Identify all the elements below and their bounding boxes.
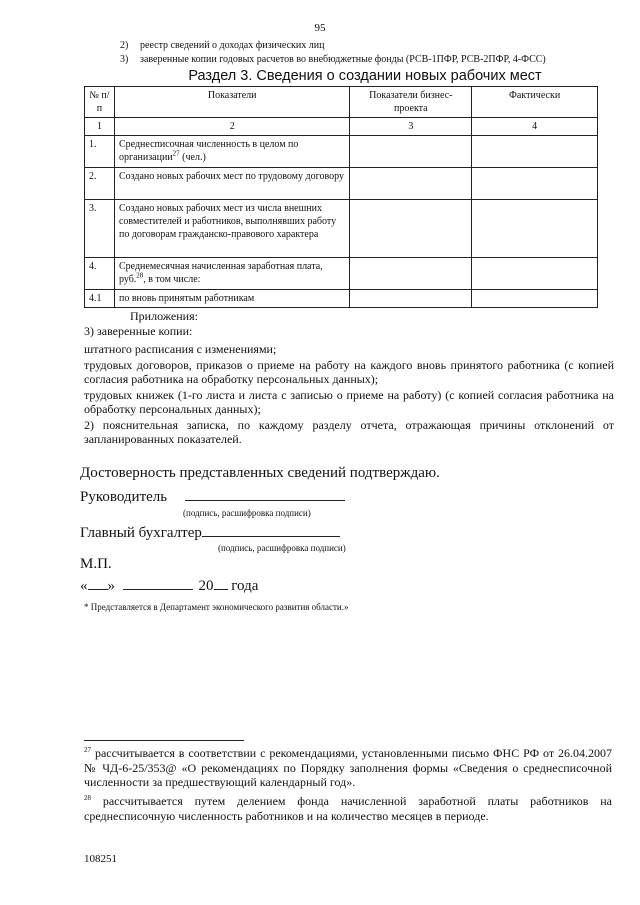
table-header-row [85, 87, 598, 118]
stamp-place: М.П. [80, 556, 112, 572]
top-list-item: 3) заверенные копии годовых расчетов во внебюджетные фонды (РСВ-1ПФР, РСВ-2ПФР, 4-ФСС) [120, 54, 546, 65]
attachment-item: штатного расписания с изменениями; [84, 342, 277, 356]
column-number-row: 1 2 3 4 [85, 118, 598, 136]
attachment-item: 3) заверенные копии: [84, 324, 193, 338]
accountant-signature: Главный бухгалтер [80, 522, 340, 542]
top-list-item: 2) реестр сведений о доходах физических лиц [120, 40, 325, 51]
delivery-note: * Представляется в Департамент экономического развития области.» [84, 602, 349, 612]
header-fact: Фактически [472, 87, 598, 118]
table-row: 4.1 по вновь принятым работникам [85, 290, 598, 308]
attachments-title: Приложения: [130, 309, 198, 323]
footnote-28: $^{28}$ рассчитывается путем делением фонда начисленной заработной платы работников на среднесписочную численность работников и на количество месяцев в периоде. [84, 794, 612, 823]
attachment-item: трудовых договоров, приказов о приеме на работу на каждого вновь принятого работника (с копией согласия работника на обработку персональных данных); [84, 358, 614, 387]
date-line: « » 20 года [80, 578, 259, 594]
header-plan: Показатели бизнес-проекта [350, 87, 472, 118]
footnote-divider [84, 740, 244, 741]
document-code: 108251 [84, 853, 117, 865]
jobs-table [84, 86, 598, 308]
footnote-27: $^{27}$ рассчитывается в соответствии с рекомендациями, установленными письмо ФНС РФ от 26.04.2007 № ЧД-6-25/353@ «О рекомендациях по Порядку заполнения формы «Сведения о среднесписочной численности за предшествующий календарный год». [84, 746, 613, 789]
attachment-item: 2) пояснительная записка, по каждому разделу отчета, отражающая причины отклонений от запланированных показателей. [84, 418, 614, 447]
attachment-item: трудовых книжек (1-го листа и листа с записью о приеме на работу) (с копией согласия работника на обработку персональных данных); [84, 388, 614, 417]
director-caption: (подпись, расшифровка подписи) [183, 508, 311, 518]
section-title: Раздел 3. Сведения о создании новых рабочих мест [188, 68, 542, 84]
accountant-caption: (подпись, расшифровка подписи) [218, 543, 346, 553]
table-row: 3. Создано новых рабочих мест из числа внешних совместителей и работников, выполнявших работу по договорам гражданско-правового характера [85, 200, 598, 258]
director-signature: Руководитель [80, 486, 345, 506]
page-number: 95 [314, 22, 326, 34]
table-row: 1. Среднесписочная численность в целом по организации$^{27}$ (чел.) [85, 136, 598, 168]
header-indicators: Показатели [114, 87, 349, 118]
table-row: 4. Среднемесячная начисленная заработная плата, руб.$^{28}$, в том числе: [85, 258, 598, 290]
confirm-statement: Достоверность представленных сведений подтверждаю. [80, 465, 440, 481]
table-row: 2. Создано новых рабочих мест по трудовому договору [85, 168, 598, 200]
header-num: № п/п [85, 87, 115, 118]
